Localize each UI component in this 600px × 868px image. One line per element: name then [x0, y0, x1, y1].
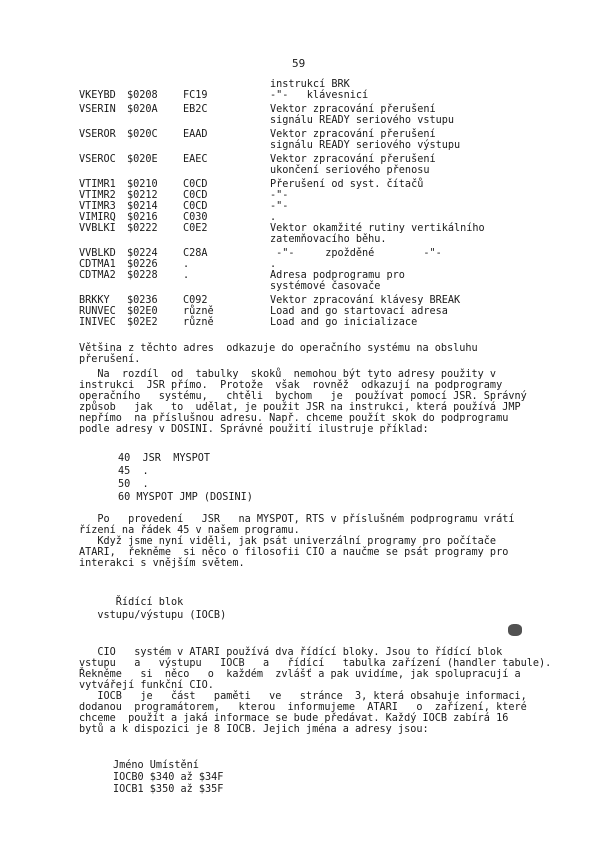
- vector-name: VSERIN: [79, 104, 116, 115]
- vector-address: $02E2: [127, 317, 158, 328]
- vector-value: EAEC: [183, 154, 208, 165]
- vector-description: Load and go inicializace: [270, 317, 418, 328]
- code-line: 45 .: [118, 466, 149, 477]
- vector-address: $020C: [127, 129, 158, 140]
- vector-value: C0CD: [183, 190, 208, 201]
- vector-value: .: [183, 259, 190, 270]
- location-table-row: IOCB1 $350 až $35F: [113, 784, 224, 795]
- vector-value: EB2C: [183, 104, 208, 115]
- vector-name: VSEROC: [79, 154, 116, 165]
- vector-name: BRKKY: [79, 295, 110, 306]
- paragraph-os-vectors: [79, 343, 529, 365]
- vector-description: Vektor zpracování přerušení: [270, 154, 436, 165]
- vector-description: -"- zpožděné -"-: [270, 248, 442, 259]
- code-example: [118, 453, 253, 505]
- vector-description: systémové časovače: [270, 281, 381, 292]
- vector-description: Vektor zpracování přerušení: [270, 104, 436, 115]
- location-table-header: Jméno Umístění: [113, 760, 199, 771]
- vector-name: VIMIRQ: [79, 212, 116, 223]
- vector-name: VVBLKI: [79, 223, 116, 234]
- section-heading: [79, 597, 226, 623]
- vector-value: C0E2: [183, 223, 208, 234]
- text-line: řízení na řádek 45 v našem programu.: [79, 525, 300, 536]
- text-line: přerušení.: [79, 354, 141, 365]
- vector-description: signálu READY seriového výstupu: [270, 140, 461, 151]
- vector-description: -"-: [270, 201, 289, 212]
- vector-description: ukončení seriového přenosu: [270, 165, 430, 176]
- paragraph-iocb: [79, 647, 552, 735]
- iocb-location-table: [113, 760, 223, 796]
- paragraph-cio-intro: [79, 514, 529, 569]
- vector-address: $0228: [127, 270, 158, 281]
- vector-name: VVBLKD: [79, 248, 116, 259]
- vector-value: různě: [183, 317, 214, 328]
- text-line: Na rozdíl od tabulky skoků nemohou být tyto adresy použity v: [79, 369, 497, 380]
- vector-address: $02E0: [127, 306, 158, 317]
- vector-description: -"-: [270, 190, 289, 201]
- text-line: instrukci JSR přímo. Protože však rovněž odkazují na podprogramy: [79, 380, 503, 391]
- vector-address: $0208: [127, 90, 158, 101]
- text-line: interakci s vnějším světem.: [79, 558, 245, 569]
- vector-description: instrukcí BRK: [270, 79, 350, 90]
- text-line: Řekněme si něco o každém zvlášť a pak uvidíme, jak spolupracují a: [79, 669, 521, 680]
- location-table-row: IOCB0 $340 až $34F: [113, 772, 224, 783]
- vector-name: VTIMR1: [79, 179, 116, 190]
- vector-description: Přerušení od syst. čítačů: [270, 179, 424, 190]
- text-line: Většina z těchto adres odkazuje do operačního systému na obsluhu: [79, 343, 478, 354]
- text-line: bytů a k dispozici je 8 IOCB. Jejich jména a adresy jsou:: [79, 724, 429, 735]
- vector-description: .: [270, 259, 277, 270]
- vector-value: C0CD: [183, 179, 208, 190]
- text-line: vstupu a výstupu IOCB a řídící tabulka zařízení (handler tabule).: [79, 658, 552, 669]
- vector-description: Load and go startovací adresa: [270, 306, 448, 317]
- vector-value: .: [183, 270, 190, 281]
- text-line: chceme použít a jaká informace se bude předávat. Každý IOCB zabírá 16: [79, 713, 509, 724]
- vector-value: FC19: [183, 90, 208, 101]
- code-line: 40 JSR MYSPOT: [118, 453, 211, 464]
- text-line: CIO systém v ATARI používá dva řídící bloky. Jsou to řídící blok: [79, 647, 503, 658]
- text-line: dodanou programátorem, kterou informujeme ATARI o zařízení, které: [79, 702, 527, 713]
- vector-address: $0224: [127, 248, 158, 259]
- paragraph-jsr-usage: [79, 369, 529, 435]
- vector-name: VTIMR2: [79, 190, 116, 201]
- text-line: IOCB je část paměti ve stránce 3, která obsahuje informaci,: [79, 691, 527, 702]
- vector-name: VTIMR3: [79, 201, 116, 212]
- vector-address: $020E: [127, 154, 158, 165]
- vector-address: $0222: [127, 223, 158, 234]
- text-line: Když jsme nyní viděli, jak psát univerzální programy pro počítače: [79, 536, 497, 547]
- vector-description: zatemňovacího běhu.: [270, 234, 387, 245]
- vector-value: C0CD: [183, 201, 208, 212]
- vector-description: signálu READY seriového vstupu: [270, 115, 455, 126]
- ink-blot: [508, 624, 522, 636]
- vector-description: Adresa podprogramu pro: [270, 270, 405, 281]
- vector-value: C030: [183, 212, 208, 223]
- vector-description: Vektor okamžité rutiny vertikálního: [270, 223, 485, 234]
- vector-value: C28A: [183, 248, 208, 259]
- vector-address: $0212: [127, 190, 158, 201]
- heading-line: Řídící blok: [79, 597, 184, 608]
- vector-address: $0214: [127, 201, 158, 212]
- vector-name: INIVEC: [79, 317, 116, 328]
- text-line: vytvářejí funkční CIO.: [79, 680, 214, 691]
- page-number: 59: [292, 57, 306, 70]
- text-line: podle adresy v DOSINI. Správné použití ilustruje příklad:: [79, 424, 429, 435]
- code-line: 50 .: [118, 479, 149, 490]
- vector-name: CDTMA2: [79, 270, 116, 281]
- vector-value: různě: [183, 306, 214, 317]
- vector-name: CDTMA1: [79, 259, 116, 270]
- text-line: způsob jak to udělat, je použit JSR na instrukci, která používá JMP: [79, 402, 521, 413]
- vector-description: Vektor zpracování klávesy BREAK: [270, 295, 461, 306]
- vector-address: $020A: [127, 104, 158, 115]
- heading-line: vstupu/výstupu (IOCB): [79, 610, 227, 621]
- text-line: ATARI, řekněme si něco o filosofii CIO a naučme se psát programy pro: [79, 547, 509, 558]
- vector-description: -"- klávesnicí: [270, 90, 369, 101]
- vector-description: Vektor zpracování přerušení: [270, 129, 436, 140]
- vector-name: VSEROR: [79, 129, 116, 140]
- text-line: nepřímo na příslušnou adresu. Např. chceme použít skok do podprogramu: [79, 413, 509, 424]
- vector-value: EAAD: [183, 129, 208, 140]
- vector-name: RUNVEC: [79, 306, 116, 317]
- text-line: operačního systému, chtěli bychom je používat pomocí JSR. Správný: [79, 391, 527, 402]
- vector-address: $0216: [127, 212, 158, 223]
- vector-address: $0210: [127, 179, 158, 190]
- vector-name: VKEYBD: [79, 90, 116, 101]
- vector-address: $0236: [127, 295, 158, 306]
- code-line: 60 MYSPOT JMP (DOSINI): [118, 492, 253, 503]
- vector-value: C092: [183, 295, 208, 306]
- text-line: Po provedení JSR na MYSPOT, RTS v příslušném podprogramu vrátí: [79, 514, 515, 525]
- vector-address: $0226: [127, 259, 158, 270]
- vector-description: .: [270, 212, 277, 223]
